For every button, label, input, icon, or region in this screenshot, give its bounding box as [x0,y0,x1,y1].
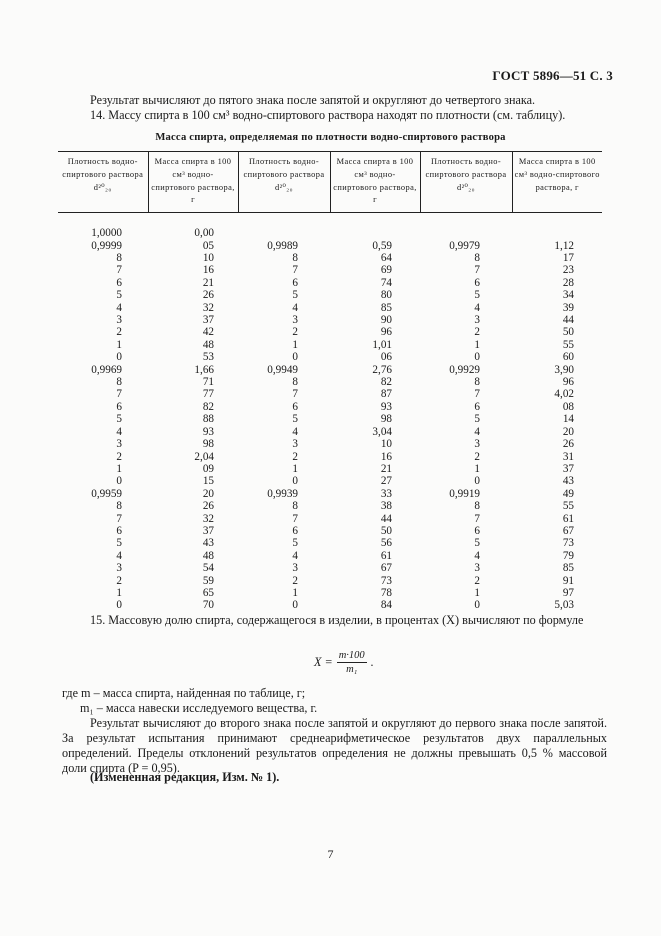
table-cell: 82 [202,400,214,413]
table-cell: 0,9939 [267,487,298,500]
formula-numerator: m·100 [338,650,365,661]
table-caption: Масса спирта, определяемая по плотности водно-спиртового раствора [155,132,506,143]
table-cell: 3 [116,438,122,451]
table-cell: 15 [202,475,214,488]
table-cell: 67 [380,562,392,575]
formula-fraction [337,650,367,675]
table-cell: 4 [292,549,298,562]
table-cell: 2 [292,450,298,463]
table-cell: 98 [380,413,392,426]
table-cell: 8 [474,500,480,513]
table-cell: 79 [562,549,574,562]
table-cell: 96 [562,376,574,389]
table-cell: 56 [380,537,392,550]
table-cell: 3 [116,314,122,327]
formula [314,650,374,675]
table-cell: 06 [380,351,392,364]
table-cell: 0 [474,599,480,612]
table-cell: 4 [116,425,122,438]
table-row [58,388,602,400]
table-row [58,488,602,500]
table-cell: 77 [202,388,214,401]
table-cell: 34 [562,289,574,302]
table-cell: 2 [116,450,122,463]
table-row [58,351,602,363]
table-cell: 6 [116,524,122,537]
table-cell: 6 [292,524,298,537]
table-cell: 3,04 [372,425,392,438]
table-row [58,413,602,425]
table-cell: 4 [116,301,122,314]
table-cell: 0,9979 [449,239,480,252]
formula-denominator: m₁ [346,664,358,675]
table-cell: 38 [380,500,392,513]
table-cell: 20 [202,487,214,500]
table-cell: 16 [380,450,392,463]
table-cell: 5 [292,413,298,426]
table-cell: 0,9949 [267,363,298,376]
table-cell: 16 [202,264,214,277]
table-cell: 6 [474,524,480,537]
table-cell: 0,9969 [91,363,122,376]
table-cell: 1 [292,586,298,599]
formula-tail: . [370,655,374,669]
table-cell: 3 [292,438,298,451]
table-cell: 8 [292,376,298,389]
table-cell: 4 [474,549,480,562]
density-mass-table [58,151,602,612]
table-row [58,463,602,475]
table-row [58,240,602,252]
table-cell: 7 [116,264,122,277]
table-row [58,599,602,611]
table-cell: 05 [202,239,214,252]
table-cell: 0 [292,599,298,612]
table-cell: 64 [380,252,392,264]
result-rounding-paragraph: Результат вычисляют до пятого знака после запятой и округляют до четвертого знака. [90,93,536,107]
table-cell: 8 [474,376,480,389]
table-cell: 1,66 [194,363,214,376]
table-cell: 2,76 [372,363,392,376]
table-row [58,364,602,376]
table-cell: 5 [474,289,480,302]
table-cell: 7 [474,388,480,401]
table-cell: 0,9989 [267,239,298,252]
table-row [58,475,602,487]
table-cell: 0,9919 [449,487,480,500]
table-row [58,500,602,512]
table-cell: 8 [474,252,480,264]
table-cell: 8 [116,500,122,513]
table-cell: 5 [474,537,480,550]
table-cell: 08 [562,400,574,413]
table-cell: 33 [380,487,392,500]
table-row [58,550,602,562]
table-cell: 2 [474,326,480,339]
table-cell: 2 [292,574,298,587]
table-cell: 3 [474,438,480,451]
table-cell: 0,9999 [91,239,122,252]
section-14-paragraph: 14. Массу спирта в 100 см³ водно-спиртового раствора находят по плотности (см. таблицу). [90,108,566,122]
table-cell: 20 [562,425,574,438]
table-cell: 7 [474,264,480,277]
table-cell: 6 [116,276,122,289]
table-cell: 85 [380,301,392,314]
table-cell: 74 [380,276,392,289]
table-cell: 7 [292,264,298,277]
table-cell: 97 [562,586,574,599]
table-cell: 26 [562,438,574,451]
table-cell [330,213,420,240]
table-cell: 1 [474,586,480,599]
table-header-cell: Плотность водно-спиртового раствора d²⁰₂₀ [420,152,512,213]
table-cell: 27 [380,475,392,488]
table-cell: 55 [562,500,574,513]
table-cell: 1 [116,462,122,475]
table-cell: 93 [202,425,214,438]
table-cell: 1,12 [554,239,574,252]
table-cell: 4 [292,301,298,314]
table-cell: 85 [562,562,574,575]
table-cell: 5 [116,289,122,302]
table-header-cell: Масса спирта в 100 см³ водно-спиртового раствора, г [512,152,602,213]
table-cell: 67 [562,524,574,537]
table-cell: 1 [292,338,298,351]
table-cell: 5 [116,537,122,550]
page-number: 7 [327,847,334,861]
table-cell: 0,9929 [449,363,480,376]
table-cell: 8 [292,252,298,264]
table-row [58,314,602,326]
table-cell: 21 [202,276,214,289]
table-cell: 37 [202,524,214,537]
table-cell: 53 [202,351,214,364]
table-row [58,252,602,264]
table-row [58,525,602,537]
table-row [58,264,602,276]
table-cell: 3 [474,314,480,327]
table-cell: 31 [562,450,574,463]
table-row [58,302,602,314]
table-row [58,575,602,587]
table-cell: 0 [474,475,480,488]
table-cell: 7 [116,388,122,401]
table-cell: 1 [292,462,298,475]
table-cell: 7 [116,512,122,525]
table-cell: 4 [474,301,480,314]
table-cell: 7 [292,388,298,401]
table-cell: 2 [116,326,122,339]
table-cell: 48 [202,338,214,351]
table-cell: 8 [292,500,298,513]
table-cell: 6 [292,400,298,413]
table-cell: 39 [562,301,574,314]
table-cell: 26 [202,289,214,302]
table-row [58,289,602,301]
table-cell: 59 [202,574,214,587]
table-cell: 0,9959 [91,487,122,500]
table-header-cell: Масса спирта в 100 см³ водно-спиртового раствора, г [330,152,420,213]
table-cell: 1 [116,586,122,599]
table-cell: 54 [202,562,214,575]
table-cell: 3,90 [554,363,574,376]
table-cell: 69 [380,264,392,277]
table-cell: 44 [562,314,574,327]
table-cell: 96 [380,326,392,339]
table-cell: 43 [202,537,214,550]
table-cell: 26 [202,500,214,513]
table-cell: 3 [474,562,480,575]
table-cell: 55 [562,338,574,351]
table-row [58,401,602,413]
table-cell [420,213,512,240]
table-cell: 6 [292,276,298,289]
table-cell: 4,02 [554,388,574,401]
table-cell: 43 [562,475,574,488]
table-cell: 14 [562,413,574,426]
table-cell: 4 [116,549,122,562]
table-cell: 5 [292,537,298,550]
table-cell: 1,0000 [91,227,122,240]
where-m1-line: m₁ – масса навески исследуемого вещества, г. [80,701,318,715]
table-cell: 2,04 [194,450,214,463]
table-cell: 42 [202,326,214,339]
table-cell: 60 [562,351,574,364]
table-cell: 17 [562,252,574,264]
table-cell: 91 [562,574,574,587]
table-cell: 6 [474,276,480,289]
table-cell: 65 [202,586,214,599]
where-m-line: где m – масса спирта, найденная по таблице, г; [62,686,306,700]
table-cell: 0 [292,475,298,488]
table-row [58,513,602,525]
table-cell: 78 [380,586,392,599]
table-cell: 82 [380,376,392,389]
table-cell: 6 [474,400,480,413]
document-header: ГОСТ 5896—51 С. 3 [492,68,613,83]
table-cell: 8 [116,252,122,264]
table-cell: 0 [116,351,122,364]
table-cell: 73 [380,574,392,587]
table-cell: 2 [292,326,298,339]
table-row [58,326,602,338]
table-cell: 71 [202,376,214,389]
table-cell: 4 [292,425,298,438]
table-row [58,376,602,388]
table-cell: 44 [380,512,392,525]
table-cell: 4 [474,425,480,438]
table-cell: 61 [562,512,574,525]
table-cell: 88 [202,413,214,426]
where-block [62,686,317,716]
table-cell: 98 [202,438,214,451]
table-row [58,277,602,289]
table-cell: 70 [202,599,214,612]
table-cell: 1 [116,338,122,351]
table-cell: 32 [202,301,214,314]
result-rounding-paragraph-2: Результат вычисляют до второго знака после запятой и округляют до первого знака после запятой. За результат испытания принимают среднеарифметическое результатов двух параллельных определений. Пределы отклонений результатов определения не должны превышать 0,5 % массовой доли спирта (P = 0,95). [62,716,607,775]
table-cell: 0 [116,599,122,612]
table-row [58,562,602,574]
table-cell: 8 [116,376,122,389]
table-row [58,587,602,599]
table-cell: 50 [380,524,392,537]
table-cell: 61 [380,549,392,562]
table-cell: 5 [292,289,298,302]
table-cell: 21 [380,462,392,475]
table-cell: 3 [292,314,298,327]
table-cell: 7 [474,512,480,525]
table-cell: 1,01 [372,338,392,351]
table-cell: 5 [116,413,122,426]
table-cell: 73 [562,537,574,550]
table-cell [512,213,602,240]
table-cell: 5,03 [554,599,574,612]
table-row [58,339,602,351]
table-cell: 0 [292,351,298,364]
table-cell [238,213,330,240]
table-cell: 37 [202,314,214,327]
table-cell: 0 [474,351,480,364]
table-row [58,213,602,240]
table-cell: 2 [116,574,122,587]
table-cell: 84 [380,599,392,612]
table-cell: 0,00 [194,227,214,240]
table-cell: 49 [562,487,574,500]
formula-lhs: X = [314,655,333,669]
table-cell: 80 [380,289,392,302]
section-15-paragraph: 15. Массовую долю спирта, содержащегося в изделии, в процентах (X) вычисляют по формуле [90,613,584,627]
table-cell: 3 [292,562,298,575]
table-row [58,438,602,450]
table-cell: 6 [116,400,122,413]
table-row [58,451,602,463]
table-cell: 2 [474,574,480,587]
table-cell: 3 [116,562,122,575]
table-cell: 09 [202,462,214,475]
table-cell: 5 [474,413,480,426]
table-cell: 93 [380,400,392,413]
table-cell: 0,59 [372,239,392,252]
table-cell: 0 [116,475,122,488]
table-cell: 50 [562,326,574,339]
table-header-cell: Плотность водно-спиртового раствора d²⁰₂₀ [58,152,148,213]
table-cell: 90 [380,314,392,327]
table-cell: 28 [562,276,574,289]
table-header-cell: Плотность водно-спиртового раствора d²⁰₂₀ [238,152,330,213]
table-cell: 7 [292,512,298,525]
table-cell: 37 [562,462,574,475]
table-cell: 32 [202,512,214,525]
table-cell: 1 [474,338,480,351]
table-row [58,426,602,438]
table-cell: 2 [474,450,480,463]
table-cell: 48 [202,549,214,562]
table-row [58,537,602,549]
table-cell: 1 [474,462,480,475]
table-cell: 87 [380,388,392,401]
table-cell: 10 [202,252,214,264]
table-cell: 23 [562,264,574,277]
table-cell: 10 [380,438,392,451]
table-header-cell: Масса спирта в 100 см³ водно-спиртового раствора, г [148,152,238,213]
amendment-note: (Измененная редакция, Изм. № 1). [90,770,280,784]
